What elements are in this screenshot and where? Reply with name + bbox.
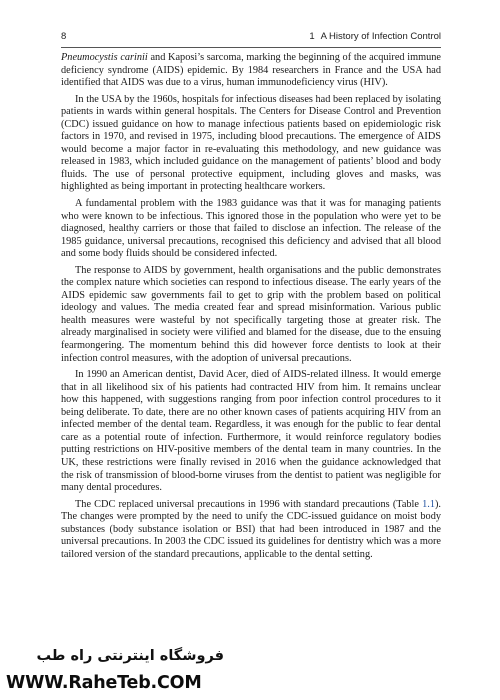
running-head	[309, 31, 441, 42]
paragraph-1	[61, 52, 441, 90]
watermark-url: WWW.RaheTeb.COM	[6, 673, 202, 693]
body-text	[61, 52, 441, 561]
page-number: 8	[61, 31, 67, 42]
species-name: Pneumocystis carinii	[61, 52, 148, 63]
paragraph-1-text: and Kaposi’s sarcoma, marking the beginning of the acquired immune deficiency syndrome (AIDS) epidemic. By 1984 researchers in France and the USA had identified that AIDS was due to a virus, human immunodeficiency virus (HIV).	[61, 52, 441, 89]
watermark	[0, 648, 240, 700]
paragraph-6	[61, 499, 441, 562]
paragraph-6-text-b: ). The changes were prompted by the need to unify the CDC-issued guidance on moist body substances (body substance isolation or BSI) that had been introduced in 1987 and the universal precautions. In 2003 the CDC issued its guidelines for dentistry which was a more tailored version of the standard precautions, applicable to the dental setting.	[61, 498, 441, 560]
paragraph-4: The response to AIDS by government, health organisations and the public demonstrates the complex nature which societies can respond to infectious disease. The early years of the AIDS epidemic saw governments fail to get to grip with the problem based on political ideology and values. The media created fear and spread misinformation. Various public health measures were wasteful by not specifically targeting those at greater risk. The already marginalised in society were vilified and blamed for the disease, due to the ensuing fearmongering. The momentum behind this did however force dentists to look at their infection control measures, with the adoption of universal precautions.	[61, 264, 441, 364]
paragraph-5: In 1990 an American dentist, David Acer, died of AIDS-related illness. It would emerge that in all likelihood six of his patients had contracted HIV from him. It remains unclear how this happened, with suggestions ranging from poor infection control procedures to it being deliberate. To date, there are no other known cases of patients acquiring HIV from an infected member of the dental team. Regardless, it was enough for the public to fear dental care as a potential route of infection. Furthermore, it would reinforce regulatory bodies putting restrictions on HIV-positive members of the dental team in many countries. In the UK, these restrictions were finally revised in 2016 when the guidance acknowledged that the risk of transmission of blood-borne viruses from the dentist to patient was negligible for many dental procedures.	[61, 369, 441, 494]
chapter-number: 1	[309, 31, 315, 42]
chapter-title: A History of Infection Control	[320, 31, 441, 42]
paragraph-6-text-a: The CDC replaced universal precautions in 1996 with standard precautions (Table	[75, 498, 423, 510]
watermark-persian-text: فروشگاه اینترنتی راه طب	[36, 648, 224, 664]
paragraph-2: In the USA by the 1960s, hospitals for infectious diseases had been replaced by isolating patients in wards within general hospitals. The Centers for Disease Control and Prevention (CDC) issued guidance on how to manage infectious patients based on epidemiologic risk factors in 1970, and revised in 1975, including blood precautions. The emergence of AIDS would become a major factor in re-evaluating this methodology, and new guidance was released in 1983, which included guidance on the management of patients’ blood and body fluids. The use of personal protective equipment, including gloves and masks, was highlighted as being important in protecting healthcare workers.	[61, 93, 441, 193]
page-header	[61, 31, 441, 47]
header-rule	[61, 47, 441, 48]
paragraph-3: A fundamental problem with the 1983 guidance was that it was for managing patients who were known to be infectious. This ignored those in the population who were yet to be diagnosed, healthy carriers or those that failed to disclose an infection. The release of the 1985 guidance, universal precautions, recognised this deficiency and advised that all blood and some body fluids should be considered infected.	[61, 198, 441, 260]
table-reference-link[interactable]: 1.1	[422, 498, 435, 510]
